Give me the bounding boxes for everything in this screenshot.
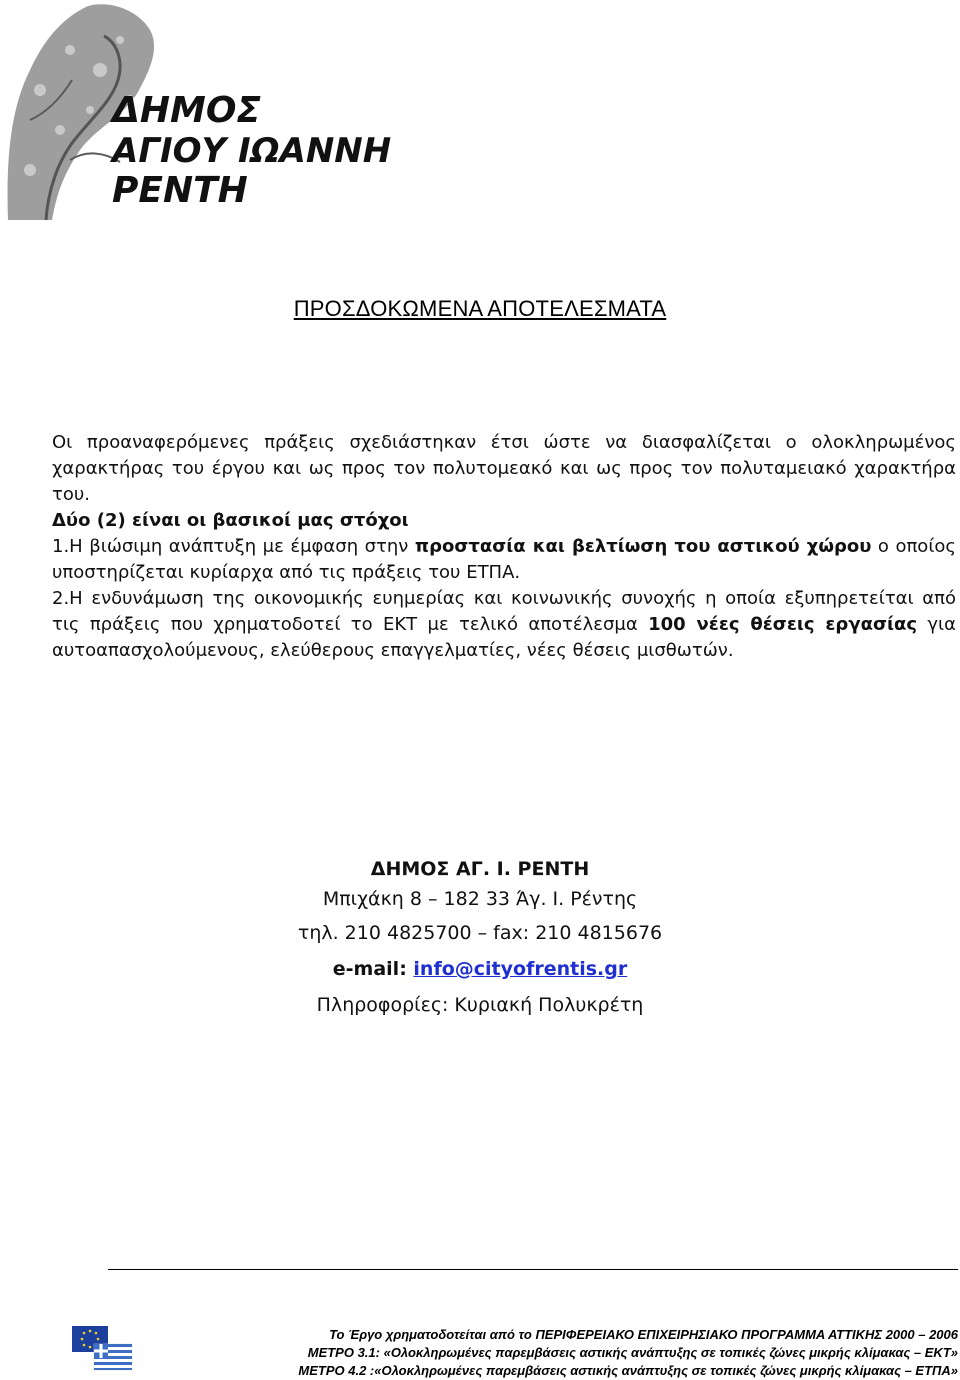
goal-2-text-a: 2.Η ενδυνάμωση της οικονομικής ευημερίας και κοινωνικής συνοχής η οποία εξυπηρετείται από τις πράξεις που χρηματοδοτεί το ΕΚΤ με τελικό αποτέλεσμα [52,588,956,635]
page-title: ΠΡΟΣΔΟΚΩΜΕΝΑ ΑΠΟΤΕΛΕΣΜΑΤΑ [293,296,667,321]
eu-greek-flags [72,1326,134,1372]
logo-line-3: ΡΕΝΤΗ [112,170,248,211]
email-label: e-mail: [332,958,414,980]
goal-1-text-a: 1.Η βιώσιμη ανάπτυξη με έμφαση στην [52,536,415,557]
contact-email [0,958,960,994]
contact-name: ΔΗΜΟΣ ΑΓ. Ι. ΡΕΝΤΗ [370,858,590,880]
contact-phone: τηλ. 210 4825700 – fax: 210 4815676 [297,922,663,944]
contact-block [0,858,960,1016]
logo-line-2: ΑΓΙΟΥ ΙΩΑΝΝΗ [112,131,392,171]
logo-line-1: ΔΗΜΟΣ [112,90,262,131]
email-link[interactable]: info@cityofrentis.gr [413,958,628,980]
goal-1 [52,534,956,586]
contact-address: Μπιχάκη 8 – 182 33 Άγ. Ι. Ρέντης [322,888,638,910]
goals-heading: Δύο (2) είναι οι βασικοί μας στόχοι [52,510,409,531]
goal-2-text-c: για αυτοαπασχολούμενους, ελεύθερους επαγγελματίες, νέες θέσεις μισθωτών. [52,614,956,661]
footer-line-1: Το Έργο χρηματοδοτείται από το ΠΕΡΙΦΕΡΕΙΑΚΟ ΕΠΙΧΕΙΡΗΣΙΑΚΟ ΠΡΟΓΡΑΜΜΑ ΑΤΤΙΚΗΣ 2000 – 2006 [329,1327,958,1342]
goal-1-highlight: προστασία και βελτίωση του αστικού χώρου [414,536,872,557]
footer-line-2: ΜΕΤΡΟ 3.1: «Ολοκληρωμένες παρεμβάσεις αστικής ανάπτυξης σε τοπικές ζώνες μικρής κλίμακας – ΕΚΤ» [307,1345,958,1360]
goal-1-text-c: ο οποίος υποστηρίζεται κυρίαρχα από τις πράξεις του ΕΤΠΑ. [52,536,956,583]
goal-2 [52,586,956,664]
greek-flag-icon [94,1344,132,1370]
municipality-logo [0,0,392,220]
contact-info: Πληροφορίες: Κυριακή Πολυκρέτη [316,994,644,1016]
goal-2-highlight: 100 νέες θέσεις εργασίας [648,614,918,635]
body-text [52,430,956,664]
footer-text [210,1326,958,1380]
footer-divider [108,1269,958,1270]
intro-paragraph: Οι προαναφερόμενες πράξεις σχεδιάστηκαν έτσι ώστε να διασφαλίζεται ο ολοκληρωμένος χαρακτήρας του έργου και ως προς τον πολυτομεακό και ως προς τον πολυταμειακό χαρακτήρα του. [52,432,956,505]
footer-line-3: ΜΕΤΡΟ 4.2 :«Ολοκληρωμένες παρεμβάσεις αστικής ανάπτυξης σε τοπικές ζώνες μικρής κλίμακας – ΕΤΠΑ» [298,1363,958,1378]
